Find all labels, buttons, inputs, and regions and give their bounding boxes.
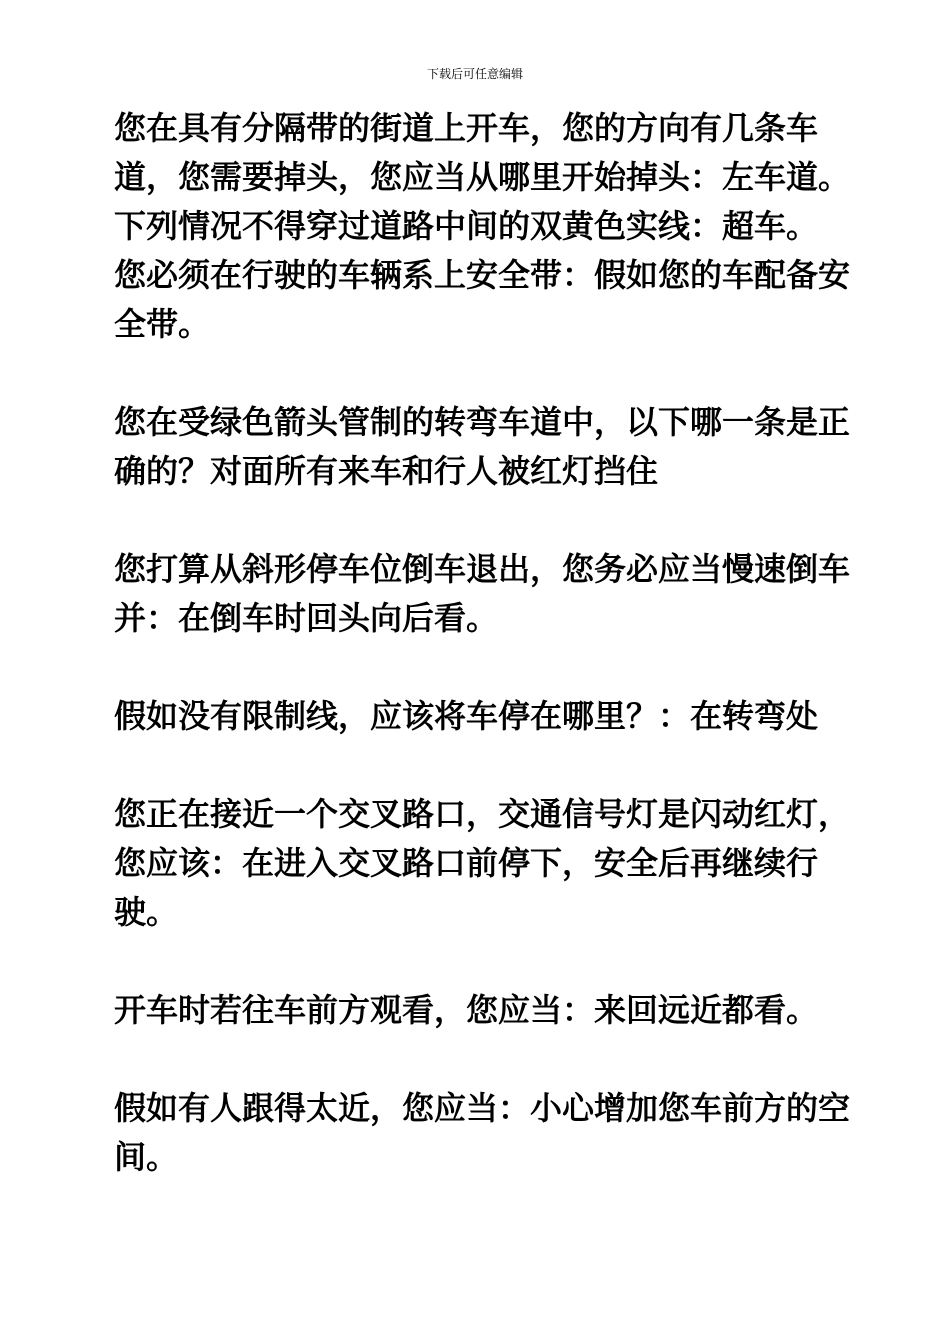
page-header: 下载后可任意编辑 xyxy=(426,67,523,81)
paragraph-green-arrow: 您在受绿色箭头管制的转弯车道中，以下哪一条是正确的？对面所有来车和行人被红灯挡住 xyxy=(114,403,851,490)
document-body xyxy=(114,104,856,1182)
paragraph-gap xyxy=(114,496,856,545)
paragraph-gap xyxy=(114,643,856,692)
paragraph-u-turn: 您在具有分隔带的街道上开车，您的方向有几条车道，您需要掉头，您应当从哪里开始掉头：左车道。 xyxy=(114,109,851,196)
paragraph-gap xyxy=(114,937,856,986)
paragraph-no-limit-line: 假如没有限制线，应该将车停在哪里？：在转弯处 xyxy=(114,697,819,735)
paragraph-flashing-red: 您正在接近一个交叉路口，交通信号灯是闪动红灯，您应该：在进入交叉路口前停下，安全后再继续行驶。 xyxy=(114,795,851,931)
paragraph-double-yellow-line: 下列情况不得穿过道路中间的双黄色实线：超车。 xyxy=(114,207,819,245)
paragraph-angle-parking: 您打算从斜形停车位倒车退出，您务必应当慢速倒车并：在倒车时回头向后看。 xyxy=(114,550,851,637)
paragraph-scan-ahead: 开车时若往车前方观看，您应当：来回远近都看。 xyxy=(114,991,819,1029)
paragraph-gap xyxy=(114,741,856,790)
paragraph-tailgating: 假如有人跟得太近，您应当：小心增加您车前方的空间。 xyxy=(114,1089,851,1176)
paragraph-gap xyxy=(114,1035,856,1084)
paragraph-gap xyxy=(114,349,856,398)
paragraph-seat-belt: 您必须在行驶的车辆系上安全带：假如您的车配备安全带。 xyxy=(114,256,851,343)
